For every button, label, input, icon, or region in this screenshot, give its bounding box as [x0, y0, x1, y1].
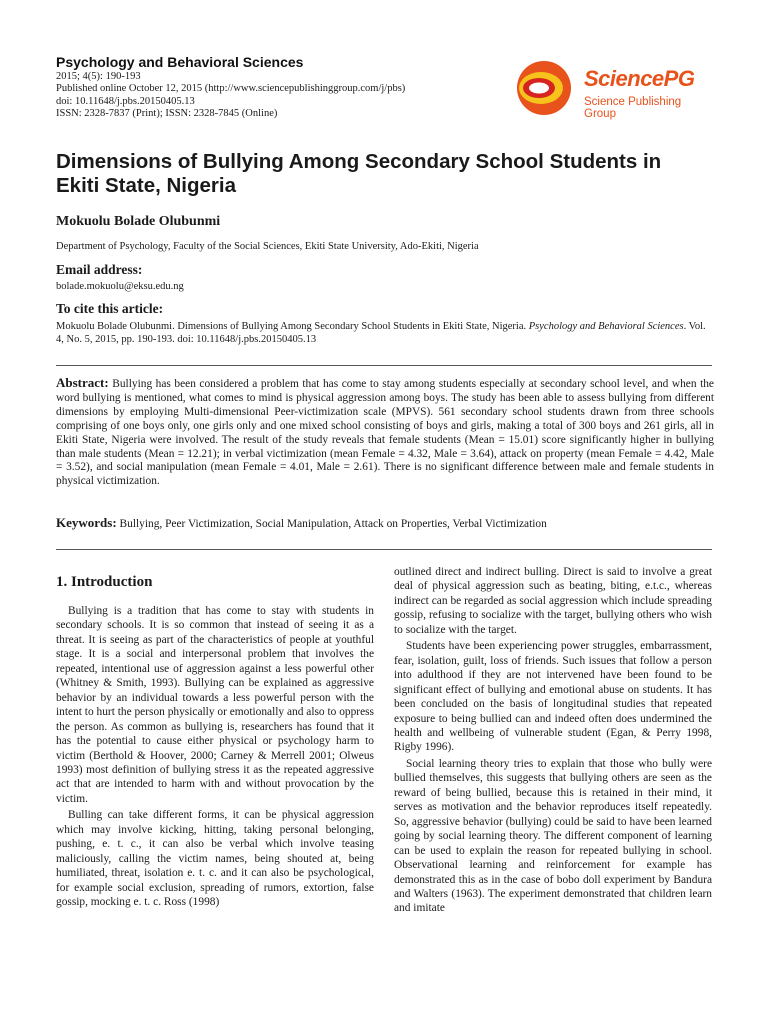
- logo-title: SciencePG: [584, 66, 695, 91]
- sciencepg-logo: [514, 58, 714, 120]
- abstract-text: Bullying has been considered a problem that has come to stay among students especially at secondary school level, and when the word bullying is mentioned, what comes to mind is physical aggression among boys. The study has been able to assess bullying from different dimensions by employing Multi-dimensional Peer-victimization scale (MPVS). 561 secondary school students drawn from three schools comprising of one boys only, one girls only and one mixed school consisting of boys and girls, making a total of 300 boys and 261 girls, all in Ekiti State, Nigeria were involved. The result of the study reveals that female students (Mean = 15.01) score significantly higher in bullying than male students (Mean = 12.21); in verbal victimization (mean Female = 4.32, Male = 3.64), attack on property (mean Female = 4.42, Male = 3.52), and social manipulation (mean Female = 4.01, Male = 2.61). There is no significant difference between male and female students in physical victimization.: [56, 378, 714, 488]
- logo-swirl-icon: [514, 58, 574, 118]
- citation-main: Mokuolu Bolade Olubunmi. Dimensions of Bullying Among Secondary School Students in Ekiti State, Nigeria.: [56, 321, 529, 332]
- abstract-label: Abstract:: [56, 375, 109, 390]
- paragraph: Bullying is a tradition that has come to stay with students in secondary schools. It is so common that instead of seeing it as a threat. It is seeing as part of the characteristics of people at youthful stage. It is a social and interpersonal problem that involves the repeated, intentional use of aggression against a less powerful other (Whitney & Smith, 1993). Bullying can be explained as aggressive behavior by an individual towards a less powerful person with the intent to hurt the person physically or emotionally and also to oppress the person. As common as bullying is, researchers has found that it has the potential to cause either physical or psychology harm to victim (Berthold & Hoover, 2000; Carney & Merrell 2001; Olweus 1993) most definition of bullying stress it as the repeated aggressive act that are intended to harm with and without provocation by the victim.: [56, 605, 374, 805]
- publication-meta: [56, 71, 405, 120]
- logo-subtitle: Science Publishing Group: [584, 96, 682, 120]
- paragraph: outlined direct and indirect bulling. Direct is said to involve a great deal of physical aggression such as beating, biting, e.t.c., whereas indirect can be regarded as social aggression which include spreading gossip, refusing to socialize with the target, bullying others who wish to socialize with the target.: [394, 566, 712, 636]
- right-column: [394, 565, 712, 918]
- keywords-text: Bullying, Peer Victimization, Social Manipulation, Attack on Properties, Verbal Victimization: [119, 518, 547, 530]
- left-column: [56, 574, 374, 912]
- abstract: [56, 376, 714, 489]
- divider-top: [56, 365, 712, 366]
- author-name: Mokuolu Bolade Olubunmi: [56, 214, 221, 229]
- meta-volume: 2015; 4(5): 190-193: [56, 71, 141, 82]
- section-heading: 1. Introduction: [56, 574, 153, 590]
- meta-issn: ISSN: 2328-7837 (Print); ISSN: 2328-7845 (Online): [56, 107, 278, 119]
- paragraph: Bulling can take different forms, it can be physical aggression which may involve kicking, hitting, taking personal belonging, pushing, e. t. c., it can also be verbal which involve teasing maliciously, calling the victim names, being shouted at, being humiliated, threat, isolation e. t. c. and it can also be psychological, for example social exclusion, spreading of rumors, extortion, false gossip, mocking e. t. c. Ross (1998): [56, 809, 374, 909]
- author-affiliation: Department of Psychology, Faculty of the Social Sciences, Ekiti State University, Ado-Ekiti, Nigeria: [56, 241, 479, 252]
- author-email: bolade.mokuolu@eksu.edu.ng: [56, 281, 184, 292]
- journal-name: Psychology and Behavioral Sciences: [56, 54, 304, 70]
- paragraph: Social learning theory tries to explain that those who bully were bullied themselves, this suggests that bullying others are seen as the reward of being bullied, because this is retained in their mind, it serves as motivation and the behavior reproduces itself repeatedly. So, aggressive behavior (bullying) could be said to have been learned going by social learning theory. The different component of learning can be used to explain the reason for repeated bullying in school. Observational learning and reinforcement for example has demonstrated this as in the case of bobo doll experiment by Bandura and Walters (1963). The experiment demonstrated that children learn and imitate: [394, 757, 712, 915]
- citation-journal: Psychology and Behavioral Sciences: [528, 321, 684, 332]
- paragraph: Students have been experiencing power struggles, embarrassment, fear, isolation, guilt, loss of friends. Such issues that follow a person into adulthood if they are not intervened have been found to be significant effect of bullying and emotional abuse on students. It has been concluded on the basis of longitudinal studies that repeated exposure to being bullied can and indeed often does undermined the health and wellbeing of vulnerable student (Egan, & Perry 1998, Rigby 1996).: [394, 640, 712, 754]
- article-title: Dimensions of Bullying Among Secondary School Students in Ekiti State, Nigeria: [56, 150, 662, 197]
- cite-heading: To cite this article:: [56, 301, 164, 316]
- citation-rest: . Vol. 4, No. 5, 2015, pp. 190-193. doi: 10.11648/j.pbs.20150405.13: [56, 321, 706, 346]
- divider-bottom: [56, 549, 712, 550]
- meta-published: Published online October 12, 2015 (http://www.sciencepublishinggroup.com/j/pbs): [56, 83, 406, 95]
- citation-text: [56, 320, 712, 347]
- keywords: [56, 516, 714, 531]
- keywords-label: Keywords:: [56, 515, 117, 530]
- email-heading: Email address:: [56, 262, 143, 277]
- meta-doi: doi: 10.11648/j.pbs.20150405.13: [56, 95, 195, 107]
